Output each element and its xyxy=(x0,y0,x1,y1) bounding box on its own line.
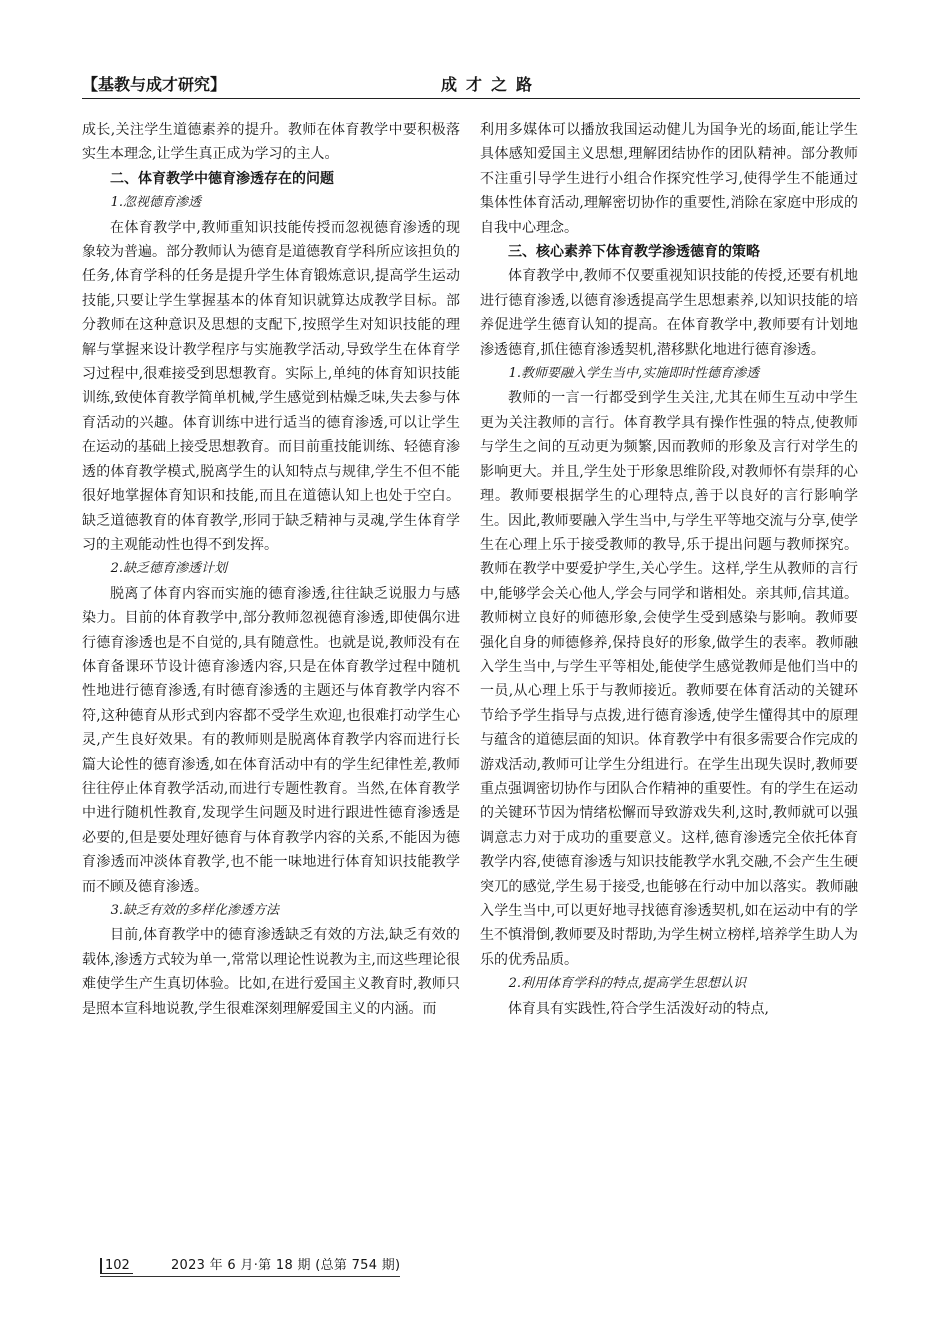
body-paragraph: 利用多媒体可以播放我国运动健儿为国争光的场面,能让学生具体感知爱国主义思想,理解团结协作的团队精神。部分教师不注重引导学生进行小组合作探究性学习,使得学生不能通过集体性体育活动,理解密切协作的重要性,消除在家庭中形成的自我中心理念。 xyxy=(480,122,858,236)
subsection-heading: 1.教师要融入学生当中,实施即时性德育渗透 xyxy=(508,366,760,382)
subsection-heading: 2.缺乏德育渗透计划 xyxy=(110,561,227,577)
body-paragraph: 脱离了体育内容而实施的德育渗透,往往缺乏说服力与感染力。目前的体育教学中,部分教师忽视德育渗透,即使偶尔进行德育渗透也是不自觉的,具有随意性。也就是说,教师没有在体育备课环节设计德育渗透内容,只是在体育教学过程中随机性地进行德育渗透,有时德育渗透的主题还与体育教学内容不符,这种德育从形式到内容都不受学生欢迎,也很难打动学生心灵,产生良好效果。有的教师则是脱离体育教学内容而进行长篇大论性的德育渗透,如在体育活动中有的学生纪律性差,教师往往停止体育教学活动,而进行专题性教育。当然,在体育教学中进行随机性教育,发现学生问题及时进行跟进性德育渗透是必要的,但是要处理好德育与体育教学内容的关系,不能因为德育渗透而冲淡体育教学,也不能一味地进行体育知识技能教学而不顾及德育渗透。 xyxy=(82,585,460,895)
footer-divider xyxy=(100,1276,400,1277)
page-footer xyxy=(100,1254,400,1276)
running-header xyxy=(82,72,860,96)
section-label: 【基教与成才研究】 xyxy=(82,75,227,94)
page-number: 102 xyxy=(100,1258,133,1274)
subsection-heading: 3.缺乏有效的多样化渗透方法 xyxy=(110,903,279,918)
issue-info: 2023 年 6 月·第 18 期 (总第 754 期) xyxy=(170,1258,401,1273)
right-column xyxy=(480,118,858,1021)
header-divider xyxy=(82,98,860,99)
section-heading: 二、体育教学中德育渗透存在的问题 xyxy=(110,170,334,187)
body-paragraph: 目前,体育教学中的德育渗透缺乏有效的方法,缺乏有效的载体,渗透方式较为单一,常常以理论性说教为主,而这些理论很难使学生产生真切体验。比如,在进行爱国主义教育时,教师只是照本宣科地说教,学生很难深刻理解爱国主义的内涵。而 xyxy=(82,927,460,1017)
body-paragraph: 在体育教学中,教师重知识技能传授而忽视德育渗透的现象较为普遍。部分教师认为德育是道德教育学科所应该担负的任务,体育学科的任务是提升学生体育锻炼意识,提高学生运动技能,只要让学生掌握基本的体育知识就算达成教学目标。部分教师在这种意识及思想的支配下,按照学生对知识技能的理解与掌握来设计教学程序与实施教学活动,导致学生在体育学习过程中,很难接受到思想教育。实际上,单纯的体育知识技能训练,致使体育教学简单机械,学生感觉到枯燥乏味,失去参与体育活动的兴趣。体育训练中进行适当的德育渗透,可以让学生在运动的基础上接受思想教育。而目前重技能训练、轻德育渗透的体育教学模式,脱离学生的认知特点与规律,学生不但不能很好地掌握体育知识和技能,而且在道德认知上也处于空白。缺乏道德教育的体育教学,形同于缺乏精神与灵魂,学生体育学习的主观能动性也得不到发挥。 xyxy=(82,219,460,553)
body-paragraph: 体育教学中,教师不仅要重视知识技能的传授,还要有机地进行德育渗透,以德育渗透提高学生思想素养,以知识技能的培养促进学生德育认知的提高。在体育教学中,教师要有计划地渗透德育,抓住德育渗透契机,潜移默化地进行德育渗透。 xyxy=(480,268,858,358)
subsection-heading: 2.利用体育学科的特点,提高学生思想认识 xyxy=(508,976,747,992)
left-column xyxy=(82,118,460,1021)
section-heading: 三、核心素养下体育教学渗透德育的策略 xyxy=(508,244,760,261)
body-paragraph: 成长,关注学生道德素养的提升。教师在体育教学中要积极落实生本理念,让学生真正成为学习的主人。 xyxy=(82,122,460,163)
journal-title: 成才之路 xyxy=(440,75,541,94)
subsection-heading: 1.忽视德育渗透 xyxy=(110,195,201,211)
body-paragraph: 教师的一言一行都受到学生关注,尤其在师生互动中学生更为关注教师的言行。体育教学具有操作性强的特点,使教师与学生之间的互动更为频繁,因而教师的形象及言行对学生的影响更大。并且,学生处于形象思维阶段,对教师怀有崇拜的心理。教师要根据学生的心理特点,善于以良好的言行影响学生。因此,教师要融入学生当中,与学生平等地交流与分享,使学生在心理上乐于接受教师的教导,乐于提出问题与教师探究。教师在教学中要爱护学生,关心学生。这样,学生从教师的言行中,能够学会关心他人,学会与同学和谐相处。亲其师,信其道。教师树立良好的师德形象,会使学生受到感染与影响。教师要强化自身的师德修养,保持良好的形象,做学生的表率。教师融入学生当中,与学生平等相处,能使学生感觉教师是他们当中的一员,从心理上乐于与教师接近。教师要在体育活动的关键环节给予学生指导与点拨,进行德育渗透,使学生懂得其中的原理与蕴含的道德层面的知识。体育教学中有很多需要合作完成的游戏活动,教师可让学生分组进行。在学生出现失误时,教师要重点强调密切协作与团队合作精神的重要性。有的学生在运动的关键环节因为情绪松懈而导致游戏失利,这时,教师就可以强调意志力对于成功的重要意义。这样,德育渗透完全依托体育教学内容,使德育渗透与知识技能教学水乳交融,不会产生生硬突兀的感觉,学生易于接受,也能够在行动中加以落实。教师融入学生当中,可以更好地寻找德育渗透契机,如在运动中有的学生不慎滑倒,教师要及时帮助,为学生树立榜样,培养学生助人为乐的优秀品质。 xyxy=(480,390,858,968)
body-paragraph: 体育具有实践性,符合学生活泼好动的特点, xyxy=(508,1000,769,1017)
